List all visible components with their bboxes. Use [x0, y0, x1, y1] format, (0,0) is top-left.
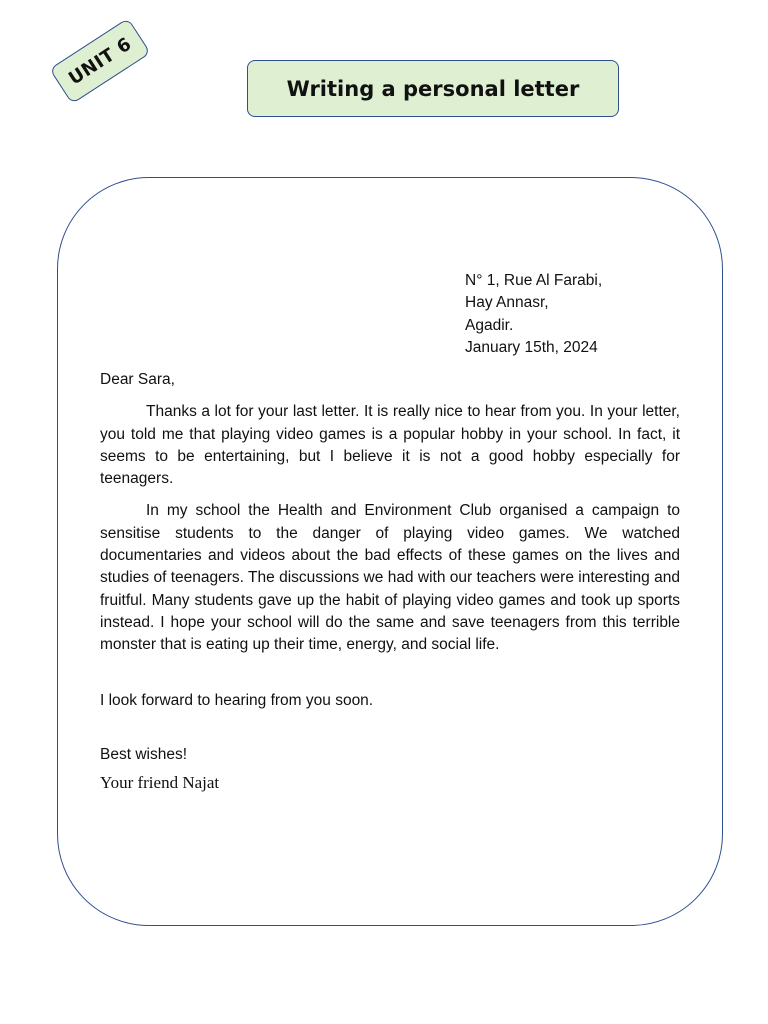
address-line: Agadir.: [465, 316, 514, 334]
letter-body: [100, 369, 680, 794]
closing-line: I look forward to hearing from you soon.: [100, 691, 374, 709]
letter-date: January 15th, 2024: [465, 338, 598, 356]
unit-label: UNIT 6: [64, 33, 136, 89]
title-box: [247, 60, 619, 117]
address-line: Hay Annasr,: [465, 294, 549, 312]
letter-paragraph: Thanks a lot for your last letter. It is really nice to hear from you. In your letter, you told me that playing video games is a popular hobby in your school. In fact, it seems to be entertaining, but I believe it is not a good hobby especially for teenagers.: [100, 403, 680, 488]
unit-badge: [49, 18, 151, 104]
salutation: Dear Sara,: [100, 371, 175, 388]
sender-address: [465, 270, 602, 359]
signature: Your friend Najat: [100, 773, 220, 793]
letter-paragraph: In my school the Health and Environment Club organised a campaign to sensitise students to the danger of playing video games. We watched documentaries and videos about the bad effects of these games on the lives and studies of teenagers. The discussions we had with our teachers were interesting and fruitful. Many students gave up the habit of playing video games and took up sports instead. I hope your school will do the same and save teenagers from this terrible monster that is eating up their time, energy, and social life.: [100, 502, 680, 654]
best-wishes: Best wishes!: [100, 745, 188, 763]
address-line: N° 1, Rue Al Farabi,: [465, 272, 603, 289]
page-title: Writing a personal letter: [286, 76, 580, 101]
